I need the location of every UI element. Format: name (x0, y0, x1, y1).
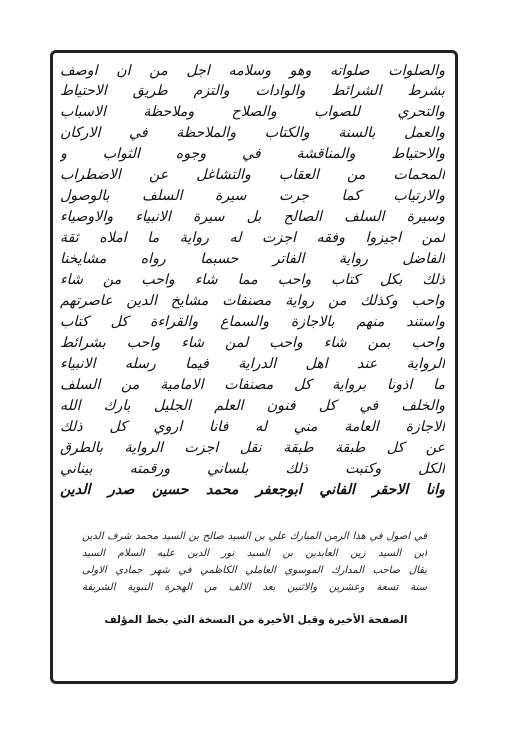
manuscript-line: والتحري للصواب والصلاح وملاحظة الاسباب (60, 104, 445, 120)
manuscript-line: عن كل طبقة طبقة نقل اجزت الرواية بالطرق (60, 440, 445, 456)
manuscript-signature-line: وانا الاحقر الفاني ابوجعفر محمد حسين صدر الدين (60, 482, 445, 498)
manuscript-line: واحب بمن شاء واحب لمن شاء واحب بشرائط (60, 335, 445, 351)
manuscript-body (60, 62, 445, 522)
note-line: سنة تسعة وعشرين والاثنين بعد الالف من الهجرة النبوية الشريفة (82, 582, 427, 593)
manuscript-line: الكل وكتبت ذلك بلساني ورقمته بيناني (60, 461, 445, 477)
manuscript-line: والعمل بالسنة والكتاب والملاحظة في الاركان (60, 125, 445, 141)
page-caption: الصفحة الأخيرة وقبل الأخيرة من النسخة التي بخط المؤلف (104, 614, 408, 626)
manuscript-line: واحب وكذلك من رواية مصنفات مشايخ الدين عاصرتهم (60, 293, 445, 309)
manuscript-line: الفاضل رواية الفاتر حسبما رواه مشايخنا (60, 251, 445, 267)
manuscript-line: الرواية عند اهل الدراية فيما رسله الانبياء (60, 356, 445, 372)
manuscript-line: والاحتياط والمناقشة في وجوه الثواب و (60, 146, 445, 162)
note-line: في اصول في هذا الزمن المبارك علي بن السيد صالح بن السيد محمد شرف الدين (82, 531, 427, 542)
manuscript-line: المحمات من العقاب والتشاغل عن الاضطراب (60, 167, 445, 183)
manuscript-line: بشرط الشرائط والوادات والتزم طريق الاحتياط (60, 83, 445, 99)
manuscript-line: والارتياب كما جرت سيرة السلف بالوصول (60, 188, 445, 204)
manuscript-line: والصلوات صلواته وهو وسلامه اجل من ان اوصف (60, 63, 445, 79)
manuscript-notes (82, 530, 427, 610)
note-line: ابن السيد زين العابدين بن السيد نور الدين عليه السلام السيد (82, 548, 427, 559)
manuscript-line: واستند منهم بالاجازة والسماع والقراءة كل كتاب (60, 314, 445, 330)
manuscript-line: ذلك بكل كتاب واحب مما شاء واحب من شاء (60, 272, 445, 288)
manuscript-line: لمن اجيزوا وفقه اجزت له رواية ما املاه ثقة (60, 230, 445, 246)
note-line: يقال صاحب المدارك الموسوي العاملي الكاظمي في شهر جمادي الاولى (82, 565, 427, 576)
manuscript-line: وسيرة السلف الصالح بل سيرة الانبياء والاوصياء (60, 209, 445, 225)
manuscript-line: والخلف في كل فنون العلم الجليل بارك الله (60, 398, 445, 414)
manuscript-line: الاجازة العامة مني له فانا اروي كل ذلك (60, 419, 445, 435)
manuscript-line: ما اذونا برواية كل مصنفات الامامية من السلف (60, 377, 445, 393)
